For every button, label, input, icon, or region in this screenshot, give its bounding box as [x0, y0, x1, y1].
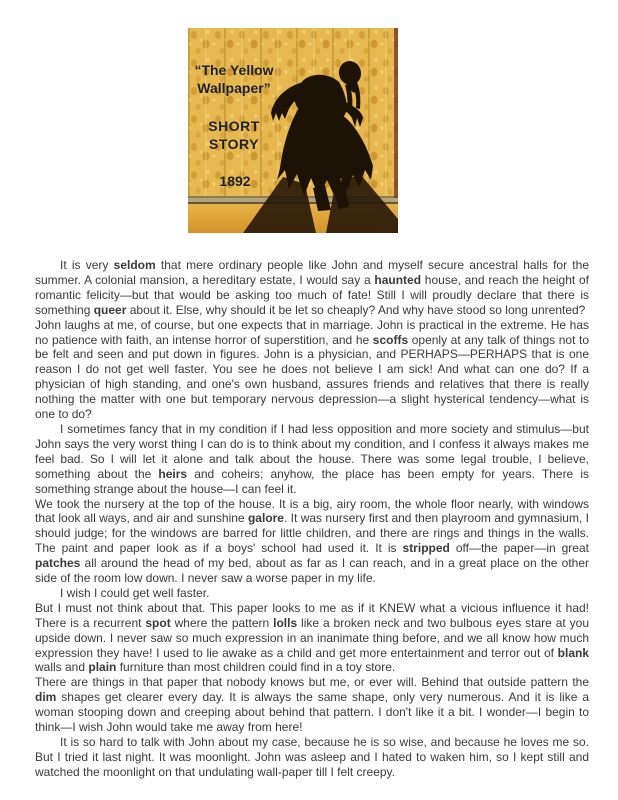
- text-segment: But I must not think about that. This paper looks to me as if it KNEW what a vicious influence it had! There is a recurrent: [35, 600, 589, 630]
- bold-word: spot: [145, 615, 171, 630]
- text-segment: that mere ordinary people like John and myself secure ancestral halls for the summer. A colonial mansion, a hereditary estate, I would say a: [35, 258, 589, 287]
- text-segment: house, and reach the height of romantic felicity—but that would be asking too much of fate! Still I will proudly declare that there is something: [35, 272, 589, 317]
- paragraph: [35, 497, 589, 586]
- bold-word: blank: [557, 645, 589, 660]
- text-segment: where the pattern: [170, 615, 274, 630]
- bold-word: galore: [247, 511, 284, 526]
- cover-title-line2: Wallpaper”: [197, 80, 271, 96]
- text-segment: shapes get clearer every day. It is always the same shape, only very numerous. And it is like a woman stooping down and creeping about behind that pattern. I don't like it a bit. I wonder—I begin to think—I wish John would take me away from here!: [35, 690, 589, 735]
- paragraph: [35, 318, 589, 422]
- text-segment: We took the nursery at the top of the house. It is a big, airy room, the whole floor nearly, with windows that look all ways, and air and sunshine: [35, 496, 589, 526]
- text-segment: furniture than most children could find in a toy store.: [116, 660, 396, 675]
- text-segment: It is so hard to talk with John about my case, because he is so wise, and because he loves me so. But I tried it last night. It was moonlight. John was asleep and I hated to waken him, so I kept still and watched the moonlight on that undulating wall-paper till I felt creepy.: [35, 735, 589, 779]
- paragraph: [35, 258, 589, 318]
- text-segment: I sometimes fancy that in my condition if I had less opposition and more society and stimulus—but John says the very worst thing I can do is to think about my condition, and I confess it always makes me feel bad. So I will let it alone and talk about the house. There was some legal trouble, I believe, something about the: [35, 421, 589, 481]
- text-segment: and coheirs; anyhow, the place has been empty for years. There is something strange about the house—I can feel it.: [35, 466, 590, 496]
- text-segment: . It was nursery first and then playroom and gymnasium, I should judge; for the windows are barred for little children, and there are rings and things in the walls. The paint and paper look as if a boys' school had used it. It is: [35, 511, 589, 556]
- bold-word: dim: [35, 690, 57, 705]
- text-segment: I wish I could get well faster.: [60, 585, 210, 600]
- bold-word: haunted: [374, 272, 422, 287]
- cover-image: [188, 28, 398, 233]
- bold-word: seldom: [113, 258, 156, 272]
- cover-year: 1892: [219, 173, 251, 189]
- cover-title-line1: “The Yellow: [194, 62, 274, 78]
- story-text: [35, 258, 589, 780]
- cover-subtitle-line2: STORY: [209, 136, 259, 152]
- bold-word: stripped: [402, 541, 450, 556]
- text-segment: off—the paper—in great: [449, 541, 589, 556]
- paragraph: [35, 586, 589, 601]
- text-segment: John laughs at me, of course, but one expects that in marriage. John is practical in the extreme. He has no patience with faith, an intense horror of superstition, and he: [35, 317, 589, 347]
- cover-subtitle-line1: SHORT: [208, 118, 260, 134]
- text-segment: all around the head of my bed, about as far as I can reach, and in a great place on the other side of the room low down. I never saw a worse paper in my life.: [35, 556, 589, 586]
- paragraph: [35, 601, 589, 676]
- right-edge-strip: [394, 28, 398, 198]
- bold-word: patches: [35, 556, 81, 571]
- text-segment: openly at any talk of things not to be felt and seen and put down in figures. John is a physician, and PERHAPS—PERHAPS that is one reason I do not get well faster. You see he does not believe I am sick! And what can one do? If a physician of high standing, and one's own husband, assures friends and relatives that there is really nothing the matter with one but temporary nervous depression—a slight hysterical tendency—what is one to do?: [35, 332, 590, 422]
- bold-word: scoffs: [372, 332, 409, 347]
- paragraph: [35, 422, 589, 497]
- cover-illustration: [188, 28, 398, 233]
- bold-word: queer: [93, 302, 127, 317]
- text-segment: like a broken neck and two bulbous eyes stare at you upside down. I never saw so much expression in an inanimate thing before, and we all know how much expression they have! I used to lie awake as a child and get more entertainment and terror out of: [35, 615, 590, 660]
- bold-word: plain: [88, 660, 117, 675]
- paragraph: [35, 735, 589, 780]
- text-segment: There are things in that paper that nobody knows but me, or ever will. Behind that outside pattern the: [35, 675, 589, 690]
- paragraph: [35, 675, 589, 735]
- text-segment: about it. Else, why should it be let so cheaply? And why have stood so long unrented?: [126, 302, 586, 317]
- text-segment: It is very: [60, 258, 114, 272]
- bold-word: heirs: [158, 466, 188, 481]
- bold-word: lolls: [273, 615, 298, 630]
- text-segment: walls and: [35, 660, 89, 675]
